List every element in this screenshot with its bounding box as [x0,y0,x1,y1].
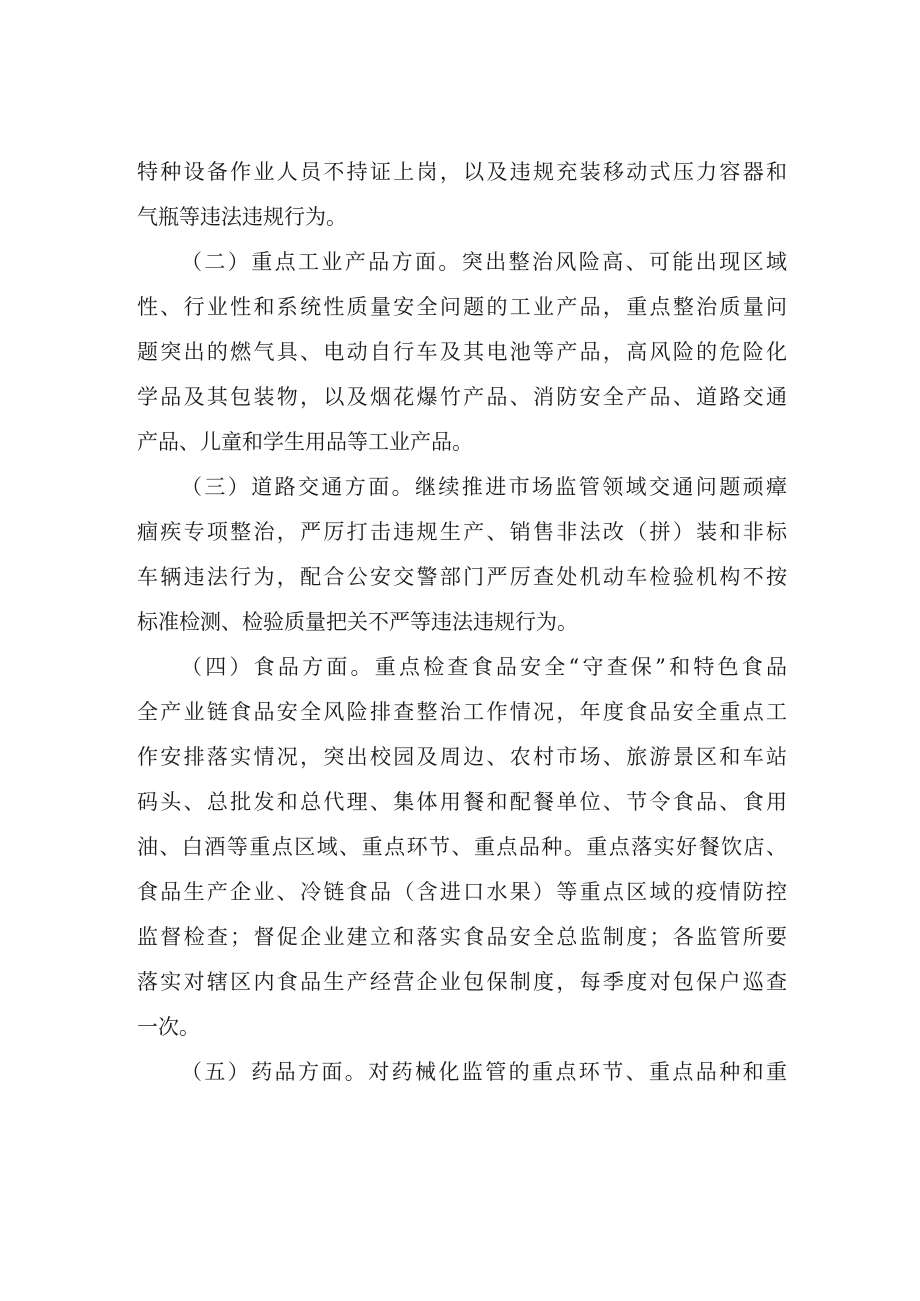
paragraph-first-line: （三）道路交通方面。继续推进市场监管领域交通问题顽瘴 [181,475,787,499]
text-line: 特种设备作业人员不持证上岗，以及违规充装移动式压力容器和 [137,160,787,184]
text-line: 标准检测、检验质量把关不严等违法违规行为。 [137,610,578,634]
text-line: 一次。 [137,1015,200,1039]
text-line: 作安排落实情况，突出校园及周边、农村市场、旅游景区和车站 [137,745,787,769]
text-line: 全产业链食品安全风险排查整治工作情况，年度食品安全重点工 [137,700,787,724]
text-line: 性、行业性和系统性质量安全问题的工业产品，重点整治质量问 [137,295,787,319]
text-line: 车辆违法行为，配合公安交警部门严厉查处机动车检验机构不按 [137,565,787,589]
paragraph-first-line: （四）食品方面。重点检查食品安全“守查保”和特色食品 [181,655,787,679]
document-body [137,150,787,1095]
text-line: 监督检查；督促企业建立和落实食品安全总监制度；各监管所要 [137,925,787,949]
text-line: 学品及其包装物，以及烟花爆竹产品、消防安全产品、道路交通 [137,385,787,409]
text-line: 痼疾专项整治，严厉打击违规生产、销售非法改（拼）装和非标 [137,520,787,544]
paragraph-first-line: （二）重点工业产品方面。突出整治风险高、可能出现区域 [181,250,787,274]
text-line: 落实对辖区内食品生产经营企业包保制度，每季度对包保户巡查 [137,970,787,994]
text-line: 气瓶等违法违规行为。 [137,205,347,229]
text-line: 题突出的燃气具、电动自行车及其电池等产品，高风险的危险化 [137,340,787,364]
text-line: 食品生产企业、冷链食品（含进口水果）等重点区域的疫情防控 [137,880,787,904]
text-line: 油、白酒等重点区域、重点环节、重点品种。重点落实好餐饮店、 [137,835,787,859]
paragraph-first-line: （五）药品方面。对药械化监管的重点环节、重点品种和重 [181,1060,787,1084]
text-line: 产品、儿童和学生用品等工业产品。 [137,430,473,454]
text-line: 码头、总批发和总代理、集体用餐和配餐单位、节令食品、食用 [137,790,787,814]
